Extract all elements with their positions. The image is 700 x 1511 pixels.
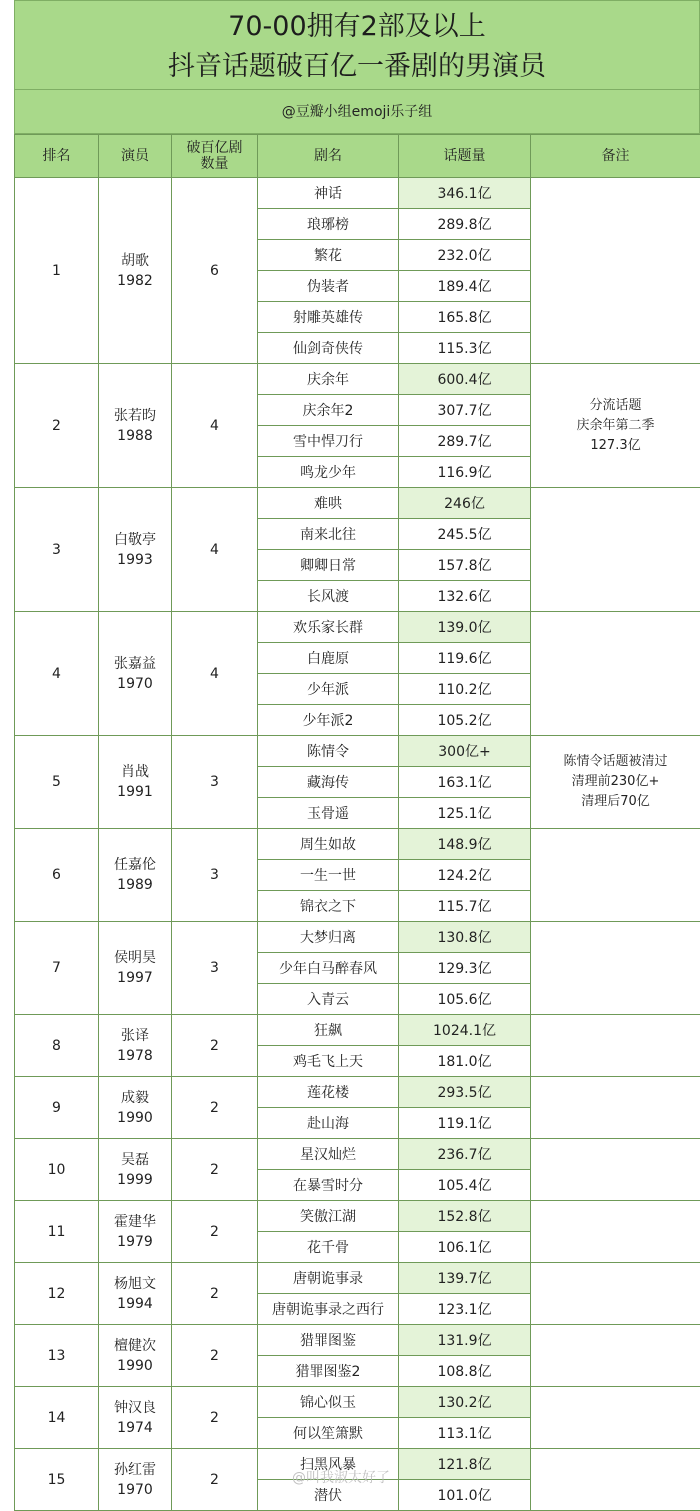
topic-count-cell: 245.5亿	[399, 519, 531, 550]
topic-count-cell: 119.6亿	[399, 643, 531, 674]
table-row	[15, 1325, 700, 1356]
drama-name-cell: 莲花楼	[258, 1077, 399, 1108]
title-line-2: 抖音话题破百亿一番剧的男演员	[15, 47, 699, 87]
drama-name-cell: 猎罪图鉴2	[258, 1356, 399, 1387]
actor-name: 檀健次	[99, 1336, 171, 1356]
topic-count-cell: 124.2亿	[399, 860, 531, 891]
table-row	[15, 1077, 700, 1108]
topic-count-cell: 289.7亿	[399, 426, 531, 457]
rank-cell: 6	[15, 829, 99, 922]
rank-cell: 1	[15, 178, 99, 364]
actor-name: 钟汉良	[99, 1398, 171, 1418]
drama-name-cell: 鸡毛飞上天	[258, 1046, 399, 1077]
actor-cell	[99, 612, 172, 736]
topic-count-cell: 105.4亿	[399, 1170, 531, 1201]
topic-count-cell: 125.1亿	[399, 798, 531, 829]
drama-name-cell: 何以笙箫默	[258, 1418, 399, 1449]
actor-name: 张嘉益	[99, 654, 171, 674]
table-body	[15, 178, 700, 1511]
actor-cell	[99, 178, 172, 364]
actor-name: 胡歌	[99, 251, 171, 271]
drama-count-cell: 4	[172, 612, 258, 736]
actor-birth-year: 1989	[99, 875, 171, 895]
actor-cell	[99, 1201, 172, 1263]
topic-count-cell: 115.3亿	[399, 333, 531, 364]
actor-birth-year: 1982	[99, 271, 171, 291]
note-cell	[531, 922, 700, 1015]
topic-count-cell: 289.8亿	[399, 209, 531, 240]
actor-birth-year: 1994	[99, 1294, 171, 1314]
actor-birth-year: 1974	[99, 1418, 171, 1438]
actor-cell	[99, 922, 172, 1015]
drama-name-cell: 欢乐家长群	[258, 612, 399, 643]
actor-name: 杨旭文	[99, 1274, 171, 1294]
table-row	[15, 829, 700, 860]
drama-name-cell: 庆余年	[258, 364, 399, 395]
topic-count-cell: 246亿	[399, 488, 531, 519]
drama-name-cell: 周生如故	[258, 829, 399, 860]
drama-name-cell: 玉骨遥	[258, 798, 399, 829]
topic-count-cell: 106.1亿	[399, 1232, 531, 1263]
topic-count-cell: 121.8亿	[399, 1449, 531, 1480]
note-cell	[531, 1015, 700, 1077]
drama-name-cell: 少年派2	[258, 705, 399, 736]
actor-cell	[99, 1387, 172, 1449]
drama-name-cell: 狂飙	[258, 1015, 399, 1046]
topic-count-cell: 157.8亿	[399, 550, 531, 581]
actor-birth-year: 1999	[99, 1170, 171, 1190]
note-cell	[531, 1387, 700, 1449]
actor-birth-year: 1991	[99, 782, 171, 802]
topic-count-cell: 148.9亿	[399, 829, 531, 860]
drama-count-cell: 2	[172, 1325, 258, 1387]
actor-birth-year: 1997	[99, 968, 171, 988]
actor-cell	[99, 1015, 172, 1077]
topic-count-cell: 113.1亿	[399, 1418, 531, 1449]
drama-name-cell: 花千骨	[258, 1232, 399, 1263]
drama-name-cell: 入青云	[258, 984, 399, 1015]
table-row	[15, 1201, 700, 1232]
actor-birth-year: 1978	[99, 1046, 171, 1066]
actor-name: 任嘉伦	[99, 855, 171, 875]
drama-name-cell: 一生一世	[258, 860, 399, 891]
drama-count-cell: 4	[172, 488, 258, 612]
note-cell	[531, 612, 700, 736]
header-count	[172, 135, 258, 178]
drama-name-cell: 锦衣之下	[258, 891, 399, 922]
rank-cell: 15	[15, 1449, 99, 1511]
actor-cell	[99, 1325, 172, 1387]
drama-name-cell: 神话	[258, 178, 399, 209]
drama-count-cell: 6	[172, 178, 258, 364]
note-cell: 陈情令话题被清过 清理前230亿+ 清理后70亿	[531, 736, 700, 829]
topic-count-cell: 115.7亿	[399, 891, 531, 922]
drama-name-cell: 锦心似玉	[258, 1387, 399, 1418]
topic-count-cell: 300亿+	[399, 736, 531, 767]
drama-name-cell: 少年白马醉春风	[258, 953, 399, 984]
ranking-table	[14, 134, 700, 1511]
note-cell: 分流话题 庆余年第二季 127.3亿	[531, 364, 700, 488]
rank-cell: 14	[15, 1387, 99, 1449]
drama-name-cell: 赴山海	[258, 1108, 399, 1139]
actor-birth-year: 1990	[99, 1108, 171, 1128]
table-row	[15, 736, 700, 767]
title-line-1: 70-00拥有2部及以上	[15, 7, 699, 47]
topic-count-cell: 132.6亿	[399, 581, 531, 612]
drama-count-cell: 2	[172, 1263, 258, 1325]
drama-count-cell: 2	[172, 1139, 258, 1201]
actor-name: 霍建华	[99, 1212, 171, 1232]
actor-cell	[99, 736, 172, 829]
drama-name-cell: 白鹿原	[258, 643, 399, 674]
rank-cell: 3	[15, 488, 99, 612]
header-actor: 演员	[99, 135, 172, 178]
credit-line: @豆瓣小组emoji乐子组	[14, 90, 700, 134]
topic-count-cell: 152.8亿	[399, 1201, 531, 1232]
drama-name-cell: 难哄	[258, 488, 399, 519]
topic-count-cell: 346.1亿	[399, 178, 531, 209]
actor-cell	[99, 1139, 172, 1201]
actor-birth-year: 1970	[99, 1480, 171, 1500]
rank-cell: 12	[15, 1263, 99, 1325]
drama-name-cell: 藏海传	[258, 767, 399, 798]
table-row	[15, 922, 700, 953]
drama-name-cell: 仙剑奇侠传	[258, 333, 399, 364]
topic-count-cell: 232.0亿	[399, 240, 531, 271]
table-row	[15, 178, 700, 209]
drama-name-cell: 大梦归离	[258, 922, 399, 953]
header-count-label: 破百亿剧数量	[187, 140, 243, 172]
drama-name-cell: 南来北往	[258, 519, 399, 550]
topic-count-cell: 123.1亿	[399, 1294, 531, 1325]
rank-cell: 4	[15, 612, 99, 736]
drama-name-cell: 卿卿日常	[258, 550, 399, 581]
rank-cell: 9	[15, 1077, 99, 1139]
note-cell	[531, 178, 700, 364]
drama-name-cell: 扫黑风暴	[258, 1449, 399, 1480]
header-row	[15, 135, 700, 178]
drama-name-cell: 星汉灿烂	[258, 1139, 399, 1170]
topic-count-cell: 108.8亿	[399, 1356, 531, 1387]
drama-name-cell: 雪中悍刀行	[258, 426, 399, 457]
drama-count-cell: 3	[172, 829, 258, 922]
drama-count-cell: 3	[172, 922, 258, 1015]
drama-count-cell: 2	[172, 1201, 258, 1263]
topic-count-cell: 181.0亿	[399, 1046, 531, 1077]
actor-cell	[99, 488, 172, 612]
actor-cell	[99, 364, 172, 488]
note-cell	[531, 1201, 700, 1263]
actor-birth-year: 1970	[99, 674, 171, 694]
rank-cell: 7	[15, 922, 99, 1015]
drama-name-cell: 庆余年2	[258, 395, 399, 426]
topic-count-cell: 131.9亿	[399, 1325, 531, 1356]
rank-cell: 11	[15, 1201, 99, 1263]
table-row	[15, 364, 700, 395]
drama-count-cell: 2	[172, 1387, 258, 1449]
topic-count-cell: 139.7亿	[399, 1263, 531, 1294]
drama-name-cell: 陈情令	[258, 736, 399, 767]
topic-count-cell: 163.1亿	[399, 767, 531, 798]
rank-cell: 8	[15, 1015, 99, 1077]
drama-count-cell: 2	[172, 1015, 258, 1077]
topic-count-cell: 105.2亿	[399, 705, 531, 736]
header-drama: 剧名	[258, 135, 399, 178]
drama-name-cell: 琅琊榜	[258, 209, 399, 240]
drama-name-cell: 少年派	[258, 674, 399, 705]
drama-count-cell: 2	[172, 1449, 258, 1511]
actor-name: 成毅	[99, 1088, 171, 1108]
topic-count-cell: 600.4亿	[399, 364, 531, 395]
topic-count-cell: 236.7亿	[399, 1139, 531, 1170]
topic-count-cell: 293.5亿	[399, 1077, 531, 1108]
note-cell	[531, 1077, 700, 1139]
actor-name: 张若昀	[99, 406, 171, 426]
table-row	[15, 488, 700, 519]
drama-name-cell: 猎罪图鉴	[258, 1325, 399, 1356]
topic-count-cell: 189.4亿	[399, 271, 531, 302]
rank-cell: 2	[15, 364, 99, 488]
actor-name: 肖战	[99, 762, 171, 782]
drama-name-cell: 伪装者	[258, 271, 399, 302]
topic-count-cell: 105.6亿	[399, 984, 531, 1015]
topic-count-cell: 130.8亿	[399, 922, 531, 953]
table-row	[15, 1015, 700, 1046]
drama-count-cell: 4	[172, 364, 258, 488]
note-cell	[531, 488, 700, 612]
drama-name-cell: 潜伏	[258, 1480, 399, 1511]
actor-cell	[99, 1263, 172, 1325]
actor-name: 白敬亭	[99, 530, 171, 550]
actor-cell	[99, 829, 172, 922]
drama-name-cell: 唐朝诡事录	[258, 1263, 399, 1294]
header-topic: 话题量	[399, 135, 531, 178]
topic-count-cell: 129.3亿	[399, 953, 531, 984]
actor-birth-year: 1993	[99, 550, 171, 570]
drama-count-cell: 3	[172, 736, 258, 829]
topic-count-cell: 110.2亿	[399, 674, 531, 705]
note-cell	[531, 829, 700, 922]
topic-count-cell: 116.9亿	[399, 457, 531, 488]
topic-count-cell: 139.0亿	[399, 612, 531, 643]
table-row	[15, 1263, 700, 1294]
table-row	[15, 1139, 700, 1170]
actor-name: 孙红雷	[99, 1460, 171, 1480]
page-title	[14, 0, 700, 90]
drama-name-cell: 长风渡	[258, 581, 399, 612]
drama-name-cell: 唐朝诡事录之西行	[258, 1294, 399, 1325]
drama-count-cell: 2	[172, 1077, 258, 1139]
topic-count-cell: 101.0亿	[399, 1480, 531, 1511]
actor-birth-year: 1979	[99, 1232, 171, 1252]
actor-cell	[99, 1449, 172, 1511]
topic-count-cell: 130.2亿	[399, 1387, 531, 1418]
rank-cell: 5	[15, 736, 99, 829]
rank-cell: 13	[15, 1325, 99, 1387]
watermark: @叫我淑太好了	[292, 1467, 390, 1487]
rank-cell: 10	[15, 1139, 99, 1201]
table-row	[15, 1387, 700, 1418]
note-cell	[531, 1263, 700, 1325]
drama-name-cell: 射雕英雄传	[258, 302, 399, 333]
actor-name: 吴磊	[99, 1150, 171, 1170]
drama-name-cell: 笑傲江湖	[258, 1201, 399, 1232]
actor-name: 侯明昊	[99, 948, 171, 968]
actor-name: 张译	[99, 1026, 171, 1046]
drama-name-cell: 繁花	[258, 240, 399, 271]
note-cell	[531, 1449, 700, 1511]
header-rank: 排名	[15, 135, 99, 178]
drama-name-cell: 在暴雪时分	[258, 1170, 399, 1201]
drama-name-cell: 鸣龙少年	[258, 457, 399, 488]
actor-cell	[99, 1077, 172, 1139]
header-note: 备注	[531, 135, 700, 178]
note-cell	[531, 1139, 700, 1201]
note-cell	[531, 1325, 700, 1387]
topic-count-cell: 165.8亿	[399, 302, 531, 333]
actor-birth-year: 1988	[99, 426, 171, 446]
topic-count-cell: 119.1亿	[399, 1108, 531, 1139]
table-row	[15, 612, 700, 643]
topic-count-cell: 307.7亿	[399, 395, 531, 426]
topic-count-cell: 1024.1亿	[399, 1015, 531, 1046]
actor-birth-year: 1990	[99, 1356, 171, 1376]
